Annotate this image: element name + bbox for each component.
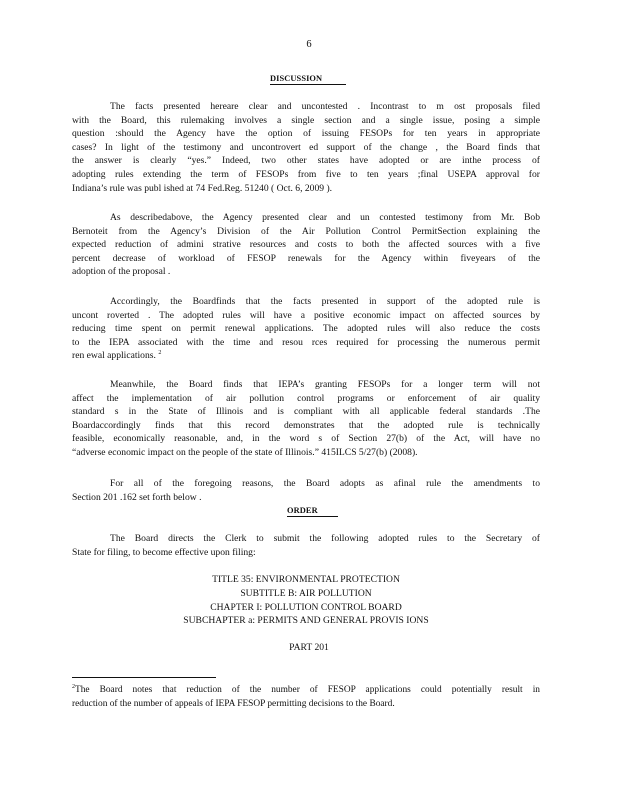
discussion-heading: DISCUSSION [270,74,346,85]
paragraph-line: cases? In light of the testimony and uncontrovert ed support of the change , the Board finds that [72,141,540,153]
paragraph-line: reducing time spent on permit renewal applications. The adopted rules will also reduce the costs [72,323,540,335]
footnote-text: The Board notes that reduction of the number of FESOP applications could potentially result in [75,685,540,695]
paragraph-line: For all of the foregoing reasons, the Board adopts as afinal rule the amendments to [110,478,540,489]
footnote-separator [72,677,216,678]
paragraph-line: with the Board, this rulemaking involves a single section and a single issue, posing a simple [72,114,540,126]
paragraph-line: to the IEPA associated with the time and resou rces required for processing the numerous permit [72,336,540,348]
title-line: TITLE 35: ENVIRONMENTAL PROTECTION [212,574,400,585]
paragraph-line: percent decrease of workload of FESOP renewals for the Agency within fiveyears of the [72,252,540,264]
paragraph-order [72,532,540,559]
subtitle-line: SUBTITLE B: AIR POLLUTION [240,587,372,599]
footnote-line [72,684,540,698]
footnote-reference: 2 [158,350,162,357]
order-heading: ORDER [287,506,338,517]
paragraph-agency-testimony [72,211,540,279]
chapter-line: CHAPTER I: POLLUTION CONTROL BOARD [210,601,402,613]
paragraph-line-text: ren ewal applications. [72,350,156,362]
paragraph-facts [72,100,540,195]
footnote-marker: 2 [72,684,75,690]
subchapter-line: SUBCHAPTER a: PERMITS AND GENERAL PROVIS IONS [183,615,429,627]
paragraph-line: Section 201 .162 set forth below . [72,491,202,503]
paragraph-line: the answer is clearly “yes.” Indeed, two other states have adopted or are inthe process of [72,155,540,167]
paragraph-line: question :should the Agency have the option of issuing FESOPs for ten years in appropriate [72,128,540,140]
paragraph-line: Boardaccordingly finds that this record demonstrates that the adopted rule is technically [72,419,540,431]
paragraph-line: standard s in the State of Illinois and is compliant with all applicable federal standards .The [72,406,540,418]
paragraph-implementation [72,378,540,460]
paragraph-economic-impact [72,295,540,363]
paragraph-line: Indiana’s rule was publ ished at 74 Fed.Reg. 51240 ( Oct. 6, 2009 ). [72,182,333,194]
paragraph-line: The facts presented hereare clear and uncontested . Incontrast to m ost proposals filed [110,101,540,112]
footnote-line: reduction of the number of appeals of IEPA FESOP permitting decisions to the Board. [72,698,395,709]
paragraph-line: Accordingly, the Boardfinds that the facts presented in support of the adopted rule is [110,296,540,307]
paragraph-line: The Board directs the Clerk to submit the following adopted rules to the Secretary of [110,533,540,544]
paragraph-line: Bernoteit from the Agency’s Division of the Air Pollution Control PermitSection explaining the [72,225,540,237]
part-heading: PART 201 [289,642,329,653]
paragraph-line: expected reduction of admini strative resources and costs to both the affected sources with a five [72,239,540,251]
footnote [72,684,540,711]
paragraph-conclusion [72,477,540,504]
page-number: 6 [306,39,312,50]
paragraph-line: State for filing, to become effective upon filing: [72,546,256,558]
paragraph-line: As describedabove, the Agency presented clear and un contested testimony from Mr. Bob [110,212,540,223]
paragraph-line: adoption of the proposal . [72,266,171,278]
paragraph-line: affect the implementation of air pollution control programs or enforcement of air quality [72,392,540,404]
paragraph-line: uncont roverted . The adopted rules will have a positive economic impact on affected sources by [72,309,540,321]
paragraph-line: Meanwhile, the Board finds that IEPA’s granting FESOPs for a longer term will not [110,379,540,390]
regulation-title-block [72,573,540,628]
paragraph-line: feasible, economically reasonable, and, in the word s of Section 27(b) of the Act, will have no [72,433,540,445]
paragraph-line: adopting rules extending the term of FESOPs from five to ten years ;final USEPA approval for [72,168,540,180]
paragraph-line: “adverse economic impact on the people of the state of Illinois.” 415ILCS 5/27(b) (2008). [72,446,418,458]
paragraph-line [72,349,540,363]
